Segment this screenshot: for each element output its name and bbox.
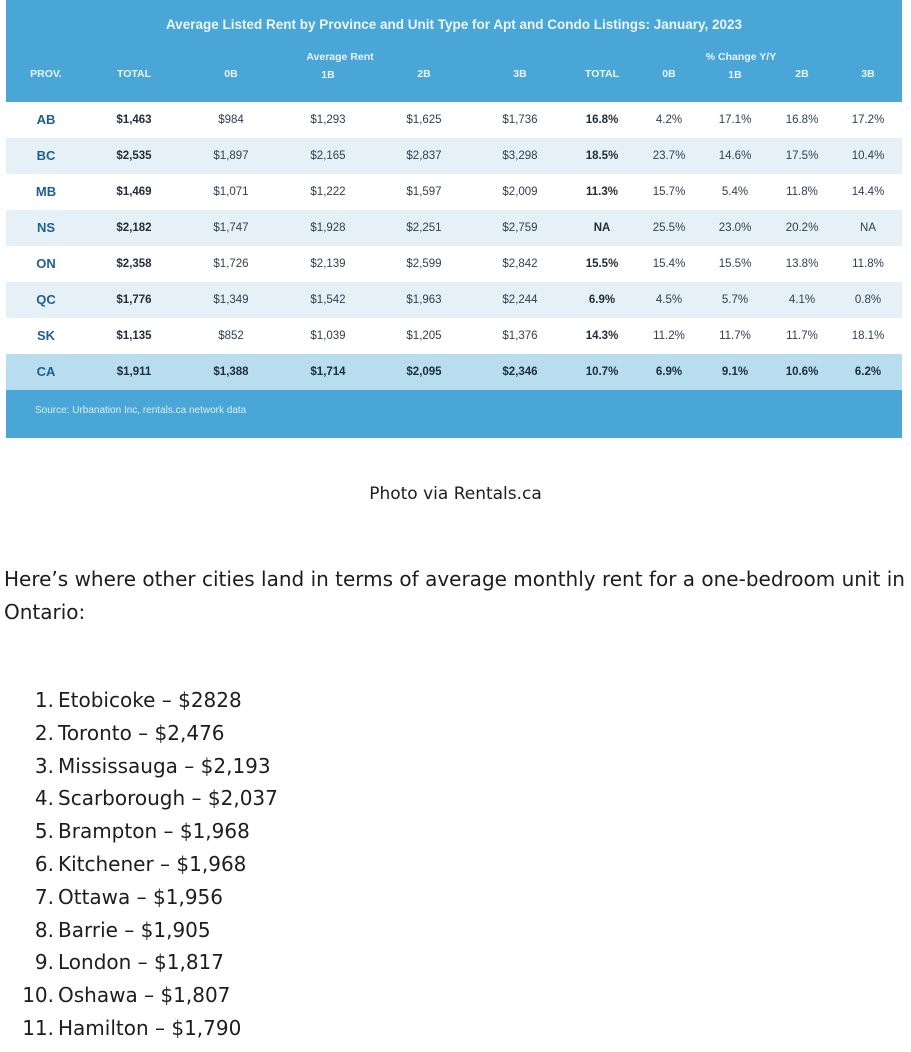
cell-pct-1b: 9.1% <box>721 366 749 378</box>
cell-pct-1b: 11.7% <box>719 330 751 342</box>
column-header-3b: 3B <box>513 68 527 80</box>
cell-pct-2b: 11.8% <box>786 186 818 198</box>
list-item-number: 8. <box>34 917 54 942</box>
cell-pct-2b: 20.2% <box>785 222 819 234</box>
list-item <box>0 717 278 750</box>
list-item-number: 4. <box>34 786 54 811</box>
cell-pct-3b: 0.8% <box>854 294 882 306</box>
cell-pct-2b: 4.1% <box>788 294 816 306</box>
cell-0b: $1,388 <box>213 366 249 378</box>
cell-1b: $1,222 <box>310 186 346 198</box>
cell-pct-0b: 15.7% <box>652 186 686 198</box>
cell-1b: $1,039 <box>310 330 346 342</box>
cell-total: $1,463 <box>116 114 152 126</box>
cell-pct-3b: 11.8% <box>852 258 884 270</box>
list-item-text: Ottawa – $1,956 <box>58 884 223 909</box>
cell-pct-total: 6.9% <box>588 294 616 306</box>
photo-caption: Photo via Rentals.ca <box>369 484 542 504</box>
table-row-ns <box>6 210 902 246</box>
cell-2b: $1,597 <box>406 186 442 198</box>
list-item <box>0 815 278 848</box>
cell-0b: $984 <box>218 114 244 126</box>
list-item <box>0 848 278 881</box>
table-row-on <box>6 246 902 282</box>
cell-3b: $2,842 <box>502 258 538 270</box>
list-item-number: 1. <box>34 688 54 712</box>
column-header-pct-total: TOTAL <box>584 68 620 80</box>
column-header-pct-1b: 1B <box>728 69 742 81</box>
cell-total: $1,469 <box>116 186 152 198</box>
cell-1b: $1,928 <box>310 222 346 234</box>
rent-table-image <box>6 0 902 438</box>
cell-pct-total: 11.3% <box>586 186 618 198</box>
list-item-number: 5. <box>34 819 54 844</box>
cell-prov: SK <box>36 328 56 343</box>
cell-prov: BC <box>36 148 56 163</box>
cell-pct-2b: 10.6% <box>785 366 819 378</box>
list-item-text: London – $1,817 <box>58 950 225 975</box>
cell-pct-1b: 5.4% <box>721 186 749 198</box>
cell-0b: $1,726 <box>213 258 249 270</box>
cell-1b: $2,165 <box>310 150 346 162</box>
cell-total: $1,911 <box>116 366 152 378</box>
list-item-text: Hamilton – $1,790 <box>58 1015 242 1040</box>
cell-2b: $1,205 <box>406 330 442 342</box>
cell-1b: $1,293 <box>310 114 346 126</box>
cell-1b: $2,139 <box>310 258 346 270</box>
column-header-0b: 0B <box>224 68 238 80</box>
cell-total: $2,535 <box>116 150 152 162</box>
list-item-text: Mississauga – $2,193 <box>58 753 271 778</box>
list-item <box>0 946 278 979</box>
column-header-pct-0b: 0B <box>662 68 676 80</box>
cell-prov: CA <box>36 364 56 379</box>
table-row-sk <box>6 318 902 354</box>
column-header-total: TOTAL <box>116 68 152 80</box>
cell-3b: $1,736 <box>502 114 538 126</box>
cell-1b: $1,714 <box>310 366 346 378</box>
cell-pct-1b: 14.6% <box>718 150 752 162</box>
column-header-1b: 1B <box>321 69 335 81</box>
list-item-number: 2. <box>34 720 54 745</box>
table-row-bc <box>6 138 902 174</box>
cell-pct-3b: 17.2% <box>851 114 885 126</box>
list-item-text: Brampton – $1,968 <box>58 819 250 844</box>
cell-pct-3b: 14.4% <box>851 186 885 198</box>
city-rent-list <box>0 684 278 1045</box>
cell-2b: $1,963 <box>406 294 442 306</box>
cell-prov: ON <box>36 256 56 271</box>
list-item <box>0 914 278 947</box>
cell-pct-total: 15.5% <box>585 258 619 270</box>
table-row-ca <box>6 354 902 390</box>
cell-prov: AB <box>36 112 56 127</box>
cell-pct-1b: 17.1% <box>718 114 752 126</box>
cell-pct-2b: 16.8% <box>785 114 819 126</box>
cell-3b: $3,298 <box>502 150 538 162</box>
list-item <box>0 979 278 1012</box>
list-item-number: 9. <box>34 950 54 975</box>
cell-0b: $1,897 <box>213 150 249 162</box>
cell-pct-3b: 18.1% <box>851 330 885 342</box>
cell-pct-total: 14.3% <box>585 330 619 342</box>
list-item <box>0 750 278 783</box>
list-item-number: 11. <box>22 1015 54 1040</box>
table-row-ab <box>6 102 902 138</box>
cell-2b: $2,837 <box>406 150 442 162</box>
cell-0b: $852 <box>218 330 244 342</box>
cell-pct-total: 16.8% <box>585 114 619 126</box>
list-item <box>0 881 278 914</box>
cell-pct-total: 10.7% <box>585 366 619 378</box>
cell-3b: $2,759 <box>502 222 538 234</box>
cell-total: $2,358 <box>116 258 152 270</box>
cell-total: $2,182 <box>116 222 152 234</box>
list-item-text: Barrie – $1,905 <box>58 917 211 942</box>
table-row-qc <box>6 282 902 318</box>
cell-2b: $2,095 <box>406 366 442 378</box>
cell-3b: $1,376 <box>502 330 538 342</box>
cell-pct-0b: 6.9% <box>655 366 683 378</box>
table-body <box>6 102 902 390</box>
cell-pct-2b: 13.8% <box>785 258 819 270</box>
list-item <box>0 782 278 815</box>
cell-prov: MB <box>35 184 57 199</box>
cell-0b: $1,071 <box>213 186 249 198</box>
list-item-text: Oshawa – $1,807 <box>58 983 231 1008</box>
cell-pct-3b: 10.4% <box>851 150 885 162</box>
cell-0b: $1,747 <box>213 222 249 234</box>
cell-0b: $1,349 <box>213 294 249 306</box>
group-header-average-rent: Average Rent <box>306 51 374 63</box>
cell-pct-0b: 4.2% <box>655 114 683 126</box>
cell-2b: $2,251 <box>406 222 442 234</box>
cell-pct-0b: 25.5% <box>652 222 686 234</box>
cell-pct-3b: NA <box>860 222 876 234</box>
column-header-prov: PROV. <box>30 68 62 80</box>
intro-paragraph: Here’s where other cities land in terms of average monthly rent for a one-bedroom unit in Ontario: <box>4 567 905 624</box>
cell-total: $1,776 <box>116 294 152 306</box>
cell-2b: $1,625 <box>406 114 442 126</box>
cell-total: $1,135 <box>116 330 152 342</box>
cell-1b: $1,542 <box>310 294 346 306</box>
table-source: Source: Urbanation Inc, rentals.ca network data <box>35 405 247 416</box>
column-header-pct-3b: 3B <box>861 68 875 80</box>
cell-pct-1b: 23.0% <box>718 222 752 234</box>
column-header-2b: 2B <box>417 68 431 80</box>
cell-pct-total: 18.5% <box>585 150 619 162</box>
cell-3b: $2,244 <box>502 294 538 306</box>
cell-pct-0b: 11.2% <box>653 330 685 342</box>
cell-pct-total: NA <box>593 222 611 234</box>
list-item-text: Toronto – $2,476 <box>58 720 225 745</box>
table-row-mb <box>6 174 902 210</box>
cell-pct-3b: 6.2% <box>854 366 882 378</box>
list-item-number: 3. <box>34 753 54 778</box>
cell-pct-2b: 17.5% <box>785 150 819 162</box>
cell-3b: $2,346 <box>502 366 538 378</box>
list-item-number: 7. <box>34 884 54 909</box>
list-item-text: Scarborough – $2,037 <box>58 786 278 811</box>
cell-prov: QC <box>36 292 56 307</box>
cell-pct-0b: 23.7% <box>652 150 686 162</box>
cell-prov: NS <box>36 220 56 235</box>
list-item-text: Etobicoke – $2828 <box>58 688 242 712</box>
cell-pct-0b: 15.4% <box>652 258 686 270</box>
cell-3b: $2,009 <box>502 186 538 198</box>
cell-pct-1b: 15.5% <box>718 258 752 270</box>
list-item <box>0 684 278 717</box>
cell-pct-0b: 4.5% <box>655 294 683 306</box>
list-item-number: 10. <box>22 983 54 1008</box>
cell-2b: $2,599 <box>406 258 442 270</box>
list-item <box>0 1012 278 1045</box>
list-item-number: 6. <box>34 851 54 876</box>
column-header-pct-2b: 2B <box>795 68 809 80</box>
list-item-text: Kitchener – $1,968 <box>58 851 247 876</box>
table-title: Average Listed Rent by Province and Unit Type for Apt and Condo Listings: January, 2023 <box>165 17 743 32</box>
cell-pct-1b: 5.7% <box>721 294 749 306</box>
group-header-pct-change: % Change Y/Y <box>705 51 777 63</box>
cell-pct-2b: 11.7% <box>786 330 818 342</box>
